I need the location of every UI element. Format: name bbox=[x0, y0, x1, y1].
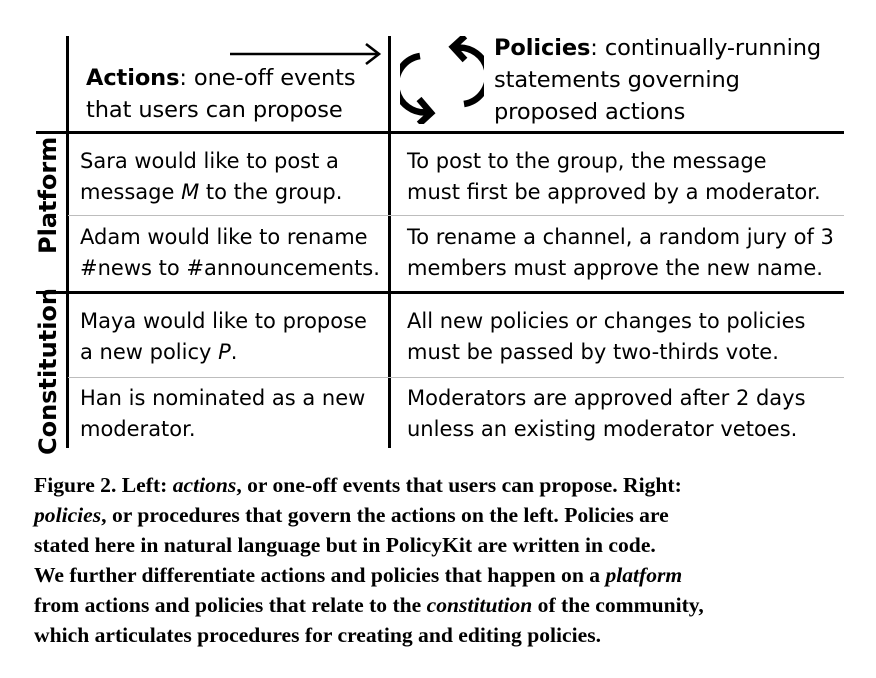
row2-action-line2: #news to #announcements. bbox=[80, 256, 380, 280]
caption-emph-actions: actions bbox=[172, 473, 237, 497]
policies-header bbox=[494, 32, 821, 128]
policies-desc-3: proposed actions bbox=[494, 99, 686, 125]
platform-row-label: Platform bbox=[34, 136, 62, 254]
caption-emph-policies: policies bbox=[34, 503, 102, 527]
row4-policy-line1: Moderators are approved after 2 days bbox=[407, 386, 806, 410]
row3-policy-line2: must be passed by two-thirds vote. bbox=[407, 340, 779, 364]
row1-action-text: message bbox=[80, 180, 182, 204]
caption-line-3: stated here in natural language but in PolicyKit are written in code. bbox=[34, 533, 656, 557]
caption-emph-constitution: constitution bbox=[426, 593, 533, 617]
row4-policy bbox=[407, 383, 806, 445]
actions-desc-1: : one-off events bbox=[179, 65, 356, 91]
caption-text: , or one-off events that users can propose. Right: bbox=[236, 473, 682, 497]
caption-line-4 bbox=[34, 560, 849, 590]
caption-line-5 bbox=[34, 590, 849, 620]
cycle-icon bbox=[400, 36, 484, 124]
caption-text: We further differentiate actions and policies that happen on a bbox=[34, 563, 606, 587]
policies-desc-1: : continually-running bbox=[590, 35, 822, 61]
row1-action bbox=[80, 146, 342, 208]
row2-policy-line2: members must approve the new name. bbox=[407, 256, 823, 280]
row2-policy bbox=[407, 222, 834, 284]
row2-policy-line1: To rename a channel, a random jury of 3 bbox=[407, 225, 834, 249]
row3-policy-line1: All new policies or changes to policies bbox=[407, 309, 806, 333]
constitution-row-divider bbox=[68, 377, 844, 378]
section-rule bbox=[36, 291, 844, 294]
caption-line-6: which articulates procedures for creating and editing policies. bbox=[34, 623, 602, 647]
row3-action-variable: P bbox=[218, 340, 231, 364]
row1-policy bbox=[407, 146, 821, 208]
middle-vertical-rule bbox=[388, 36, 391, 448]
row1-policy-line2: must first be approved by a moderator. bbox=[407, 180, 821, 204]
row1-action-variable: M bbox=[181, 180, 200, 204]
row4-policy-line2: unless an existing moderator vetoes. bbox=[407, 417, 798, 441]
row3-action-text: a new policy bbox=[80, 340, 219, 364]
policies-title: Policies bbox=[494, 35, 591, 61]
row3-action bbox=[80, 306, 367, 368]
caption-text: of the community, bbox=[532, 593, 704, 617]
row1-action-line1: Sara would like to post a bbox=[80, 149, 339, 173]
platform-row-divider bbox=[68, 215, 844, 216]
caption-label: Figure 2. Left: bbox=[34, 473, 173, 497]
caption-emph-platform: platform bbox=[605, 563, 683, 587]
row4-action-line2: moderator. bbox=[80, 417, 196, 441]
row3-action-line2 bbox=[80, 337, 367, 368]
constitution-row-label: Constitution bbox=[34, 287, 62, 455]
row2-action bbox=[80, 222, 380, 284]
caption-line-1 bbox=[34, 470, 849, 500]
caption-line-2 bbox=[34, 500, 849, 530]
policies-desc-2: statements governing bbox=[494, 67, 740, 93]
row1-action-text-end: to the group. bbox=[199, 180, 343, 204]
caption-text: from actions and policies that relate to the bbox=[34, 593, 427, 617]
actions-header bbox=[86, 62, 356, 126]
row4-action-line1: Han is nominated as a new bbox=[80, 386, 366, 410]
row4-action bbox=[80, 383, 365, 445]
row3-action-text-end: . bbox=[230, 340, 238, 364]
caption-text: , or procedures that govern the actions on the left. Policies are bbox=[101, 503, 669, 527]
row1-action-line2 bbox=[80, 177, 342, 208]
figure-caption bbox=[34, 470, 849, 650]
row3-policy bbox=[407, 306, 805, 368]
actions-title: Actions bbox=[86, 65, 180, 91]
row2-action-line1: Adam would like to rename bbox=[80, 225, 368, 249]
row1-policy-line1: To post to the group, the message bbox=[407, 149, 767, 173]
actions-desc-2: that users can propose bbox=[86, 97, 343, 123]
header-rule bbox=[36, 131, 844, 134]
row3-action-line1: Maya would like to propose bbox=[80, 309, 367, 333]
left-vertical-rule bbox=[66, 36, 69, 448]
